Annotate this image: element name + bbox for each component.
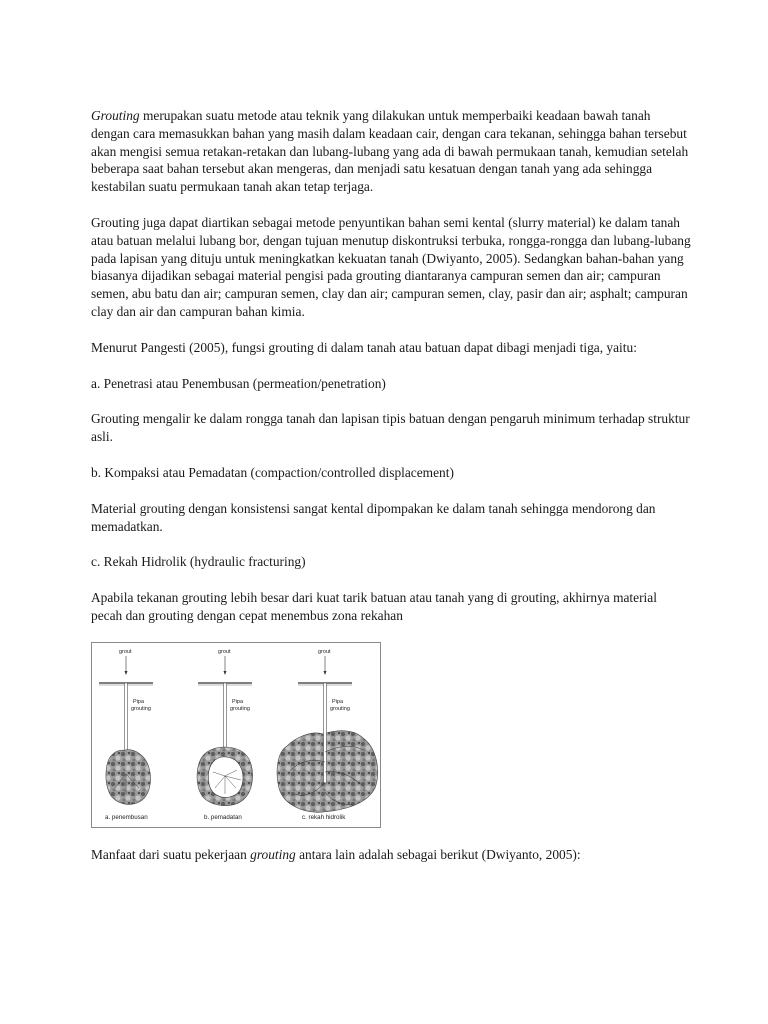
- item-a-heading: a. Penetrasi atau Penembusan (permeation/penetration): [91, 375, 386, 391]
- paragraph-definition: [91, 107, 691, 196]
- grout-label-a: grout: [119, 648, 132, 655]
- pipe-label-c2: grouting: [330, 705, 350, 712]
- benefits-text-before: Manfaat dari suatu pekerjaan: [91, 846, 251, 862]
- pipe-label-b2: grouting: [230, 705, 250, 712]
- item-a-description: Grouting mengalir ke dalam rongga tanah dan lapisan tipis batuan dengan pengaruh minimum terhadap struktur asli.: [91, 411, 690, 445]
- pipe-label-b1: Pipa: [232, 698, 244, 705]
- paragraph-benefits-intro: [91, 846, 691, 864]
- term-grouting-2: grouting: [250, 846, 296, 862]
- item-b-heading: b. Kompaksi atau Pemadatan (compaction/controlled displacement): [91, 464, 454, 480]
- grout-label-b: grout: [218, 648, 231, 655]
- term-grouting: Grouting: [91, 108, 140, 123]
- pipe-label-a2: grouting: [131, 705, 151, 712]
- paragraph-functions-intro: Menurut Pangesti (2005), fungsi grouting di dalam tanah atau batuan dapat dibagi menjadi tiga, yaitu:: [91, 339, 637, 355]
- paragraph-materials: Grouting juga dapat diartikan sebagai metode penyuntikan bahan semi kental (slurry material) ke dalam tanah atau batuan melalui lubang bor, dengan tujuan menutup diskontruksi terbuka, rongga-rongga dan lubang-lubang pada lapisan yang dituju untuk meningkatkan kekuatan tanah (Dwiyanto, 2005). Sedangkan bahan-bahan yang biasanya dijadikan sebagai material pengisi pada grouting diantaranya campuran semen dan air; campuran semen, abu batu dan air; campuran semen, clay dan air; campuran semen, clay, pasir dan air; asphalt; campuran clay dan air dan campuran bahan kimia.: [91, 214, 691, 319]
- pipe-label-c1: Pipa: [332, 698, 344, 705]
- item-b-description: Material grouting dengan konsistensi sangat kental dipompakan ke dalam tanah sehingga mendorong dan memadatkan.: [91, 500, 656, 534]
- pipe-label-a1: Pipa: [133, 698, 145, 705]
- grout-label-c: grout: [318, 648, 331, 655]
- item-c-description: Apabila tekanan grouting lebih besar dari kuat tarik batuan atau tanah yang di grouting, akhirnya material pecah dan grouting dengan cepat menembus zona rekahan: [91, 590, 657, 623]
- document-body: [91, 107, 691, 882]
- caption-b: b. pemadatan: [204, 813, 242, 821]
- benefits-text-after: antara lain adalah sebagai berikut (Dwiyanto, 2005):: [295, 846, 581, 862]
- item-c-heading: c. Rekah Hidrolik (hydraulic fracturing): [91, 554, 306, 570]
- caption-a: a. penembusan: [105, 813, 148, 821]
- caption-c: c. rekah hidrolik: [302, 813, 346, 821]
- grouting-figure: [91, 642, 381, 828]
- paragraph-definition-text: merupakan suatu metode atau teknik yang dilakukan untuk memperbaiki keadaan bawah tanah dengan cara memasukkan bahan yang masih dalam keadaan cair, dengan cara tekanan, sehingga bahan tersebut akan mengisi semua retakan-retakan dan lubang-lubang yang ada di bawah permukaan tanah, kemudian setelah beberapa saat bahan tersebut akan mengeras, dan menjadi satu kesatuan dengan tanah yang ada sehingga kestabilan suatu permukaan tanah akan tetap terjaga.: [91, 108, 689, 195]
